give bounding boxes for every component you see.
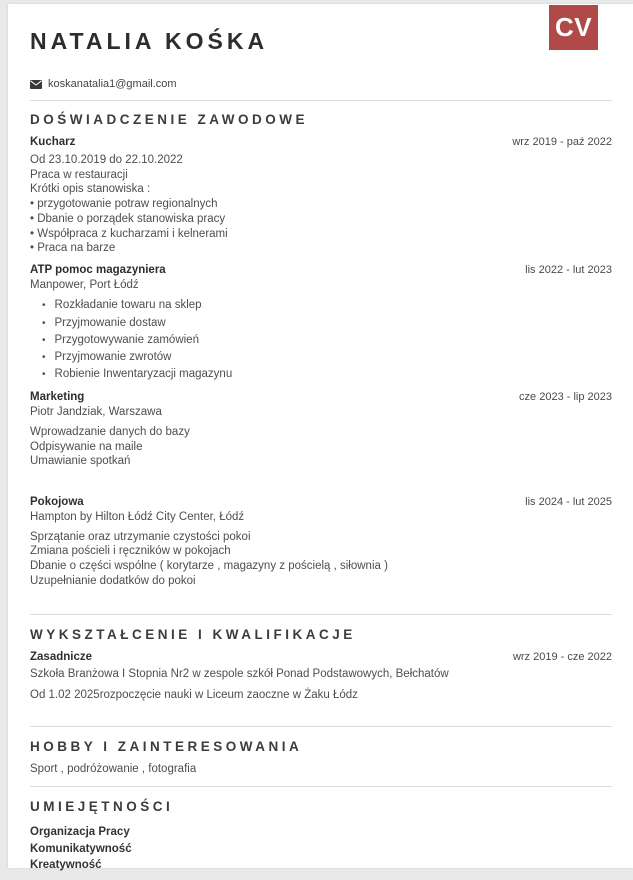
divider — [30, 614, 612, 615]
description-line: Uzupełnianie dodatków do pokoi — [30, 574, 196, 587]
education-date: wrz 2019 - cze 2022 — [512, 651, 612, 664]
description-line: • Współpraca z kucharzami i kelnerami — [30, 227, 228, 240]
skill-item: Komunikatywność — [30, 842, 132, 855]
section-heading-hobbies: HOBBY I ZAINTERESOWANIA — [30, 738, 303, 754]
email-text: koskanatalia1@gmail.com — [48, 78, 177, 90]
education-school: Szkoła Branżowa I Stopnia Nr2 w zespole szkół Ponad Podstawowych, Bełchatów — [30, 668, 449, 681]
section-heading-education: WYKSZTAŁCENIE I KWALIFIKACJE — [30, 627, 356, 643]
bullet-item: • Przygotowywanie zamówień — [42, 332, 612, 349]
education-note: Od 1.02 2025rozpoczęcie nauki w Liceum zaoczne w Żaku Łódz — [30, 689, 358, 702]
job-employer: Manpower, Port Łódź — [30, 278, 139, 291]
experience-entry-atp — [30, 263, 612, 384]
education-title: Zasadnicze — [30, 651, 92, 664]
hobbies-text: Sport , podróżowanie , fotografia — [30, 762, 197, 775]
cv-page — [8, 4, 633, 872]
description-line: • Dbanie o porządek stanowiska pracy — [30, 212, 226, 225]
divider — [30, 786, 612, 787]
divider — [30, 100, 612, 101]
job-title: ATP pomoc magazyniera — [30, 263, 166, 276]
page-title: NATALIA KOŚKA — [30, 28, 269, 54]
job-employer: Hampton by Hilton Łódź City Center, Łódź — [30, 511, 245, 524]
description-line: Wprowadzanie danych do bazy — [30, 425, 190, 438]
job-date: lis 2022 - lut 2023 — [525, 263, 612, 276]
cv-badge: CV — [549, 5, 598, 50]
divider — [30, 726, 612, 727]
entry-head — [30, 495, 612, 509]
email-row — [30, 78, 612, 91]
description-line: Praca w restauracji — [30, 168, 128, 181]
description-line: Zmiana pościeli i ręczników w pokojach — [30, 545, 231, 558]
bullet-item: • Rozkładanie towaru na sklep — [42, 297, 612, 314]
section-heading-skills: UMIEJĘTNOŚCI — [30, 799, 174, 815]
bullet-item: • Robienie Inwentaryzacji magazynu — [42, 366, 612, 383]
job-title: Pokojowa — [30, 496, 84, 509]
description-line: Odpisywanie na maile — [30, 440, 143, 453]
job-date: cze 2023 - lip 2023 — [519, 391, 612, 404]
description-line: Krótki opis stanowiska : — [30, 183, 151, 196]
description-line: • przygotowanie potraw regionalnych — [30, 198, 218, 211]
entry-head — [30, 650, 612, 664]
description-line: Sprzątanie oraz utrzymanie czystości pokoi — [30, 530, 251, 543]
job-title: Marketing — [30, 391, 85, 404]
skill-item: Kreatywność — [30, 859, 102, 872]
job-description — [30, 425, 612, 469]
envelope-icon — [30, 80, 42, 89]
job-title: Kucharz — [30, 136, 76, 148]
description-line: Od 23.10.2019 do 22.10.2022 — [30, 154, 183, 166]
entry-head — [30, 390, 612, 404]
description-line: Dbanie o części wspólne ( korytarze , magazyny z pościelą , siłownia ) — [30, 559, 388, 572]
experience-entry-kucharz — [30, 135, 612, 256]
skills-list — [30, 824, 612, 874]
job-date: lis 2024 - lut 2025 — [525, 496, 612, 509]
job-bullet-list — [30, 297, 612, 383]
description-line: • Praca na barze — [30, 242, 116, 255]
bullet-item: • Przyjmowanie dostaw — [42, 315, 612, 332]
experience-entry-pokojowa — [30, 495, 612, 588]
entry-head — [30, 263, 612, 277]
job-description — [30, 153, 612, 256]
experience-entry-marketing — [30, 390, 612, 469]
bullet-item: • Przyjmowanie zwrotów — [42, 349, 612, 366]
entry-head — [30, 135, 612, 149]
job-date: wrz 2019 - paź 2022 — [512, 136, 612, 148]
education-entry — [30, 650, 612, 702]
description-line: Umawianie spotkań — [30, 455, 131, 468]
skill-item: Organizacja Pracy — [30, 826, 130, 839]
job-employer: Piotr Jandziak, Warszawa — [30, 406, 162, 419]
section-heading-experience: DOŚWIADCZENIE ZAWODOWE — [30, 112, 308, 127]
job-description — [30, 530, 612, 589]
